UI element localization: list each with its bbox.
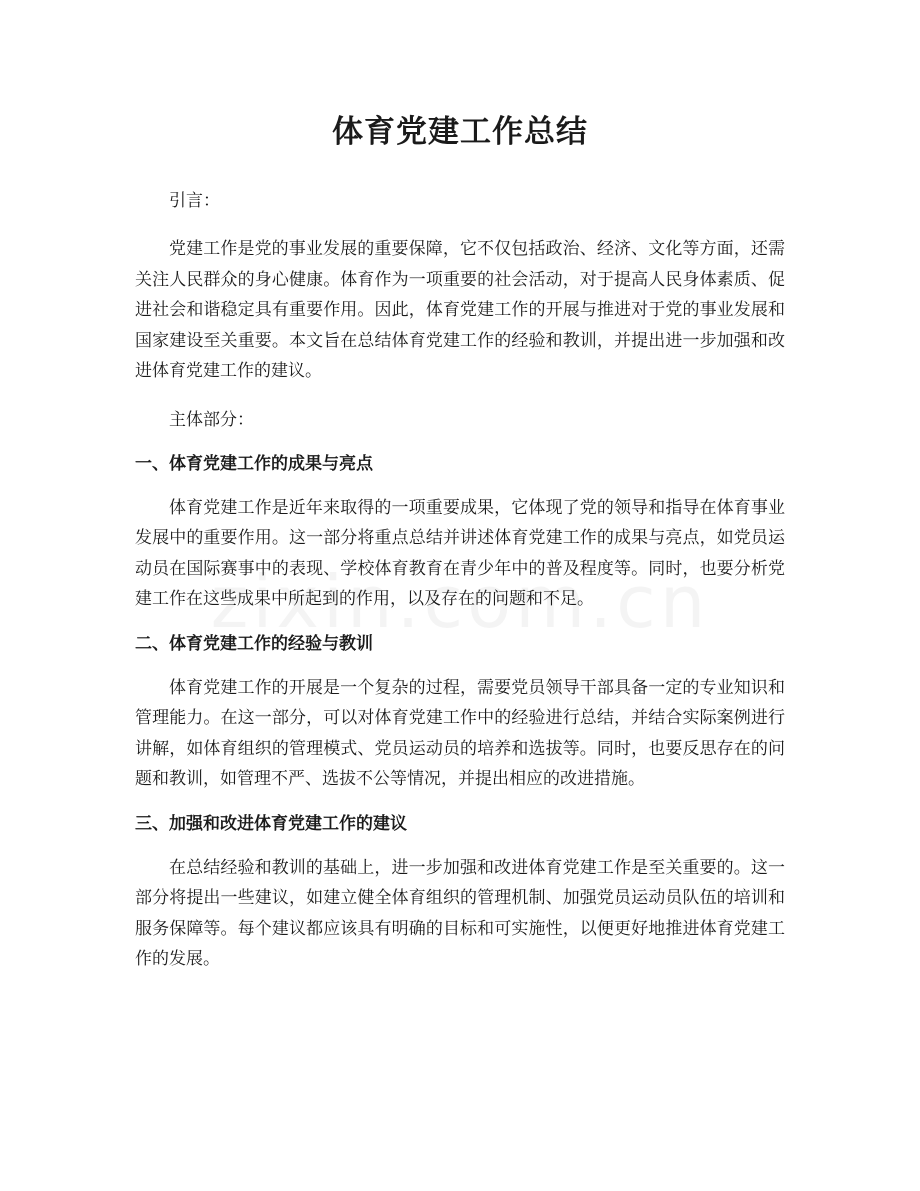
section-heading-1: 一、体育党建工作的成果与亮点 bbox=[135, 453, 373, 474]
section-heading-2: 二、体育党建工作的经验与教训 bbox=[135, 633, 373, 654]
document-title: 体育党建工作总结 bbox=[332, 114, 588, 150]
section-heading-3: 三、加强和改进体育党建工作的建议 bbox=[135, 813, 407, 834]
intro-paragraph: 党建工作是党的事业发展的重要保障，它不仅包括政治、经济、文化等方面，还需关注人民群众的身心健康。体育作为一项重要的社会活动，对于提高人民身体素质、促进社会和谐稳定具有重要作用。因此，体育党建工作的开展与推进对于党的事业发展和国家建设至关重要。本文旨在总结体育党建工作的经验和教训，并提出进一步加强和改进体育党建工作的建议。 bbox=[135, 239, 785, 381]
section-paragraph-1: 体育党建工作是近年来取得的一项重要成果，它体现了党的领导和指导在体育事业发展中的重要作用。这一部分将重点总结并讲述体育党建工作的成果与亮点，如党员运动员在国际赛事中的表现、学校体育教育在青少年中的普及程度等。同时，也要分析党建工作在这些成果中所起到的作用，以及存在的问题和不足。 bbox=[135, 497, 785, 609]
intro-label: 引言： bbox=[169, 191, 220, 211]
section-paragraph-3: 在总结经验和教训的基础上，进一步加强和改进体育党建工作是至关重要的。这一部分将提出一些建议，如建立健全体育组织的管理机制、加强党员运动员队伍的培训和服务保障等。每个建议都应该具有明确的目标和可实施性，以便更好地推进体育党建工作的发展。 bbox=[135, 857, 785, 969]
document-body bbox=[135, 108, 785, 975]
section-paragraph-2: 体育党建工作的开展是一个复杂的过程，需要党员领导干部具备一定的专业知识和管理能力。在这一部分，可以对体育党建工作中的经验进行总结，并结合实际案例进行讲解，如体育组织的管理模式、党员运动员的培养和选拔等。同时，也要反思存在的问题和教训，如管理不严、选拔不公等情况，并提出相应的改进措施。 bbox=[135, 677, 785, 789]
body-label: 主体部分： bbox=[169, 409, 254, 430]
